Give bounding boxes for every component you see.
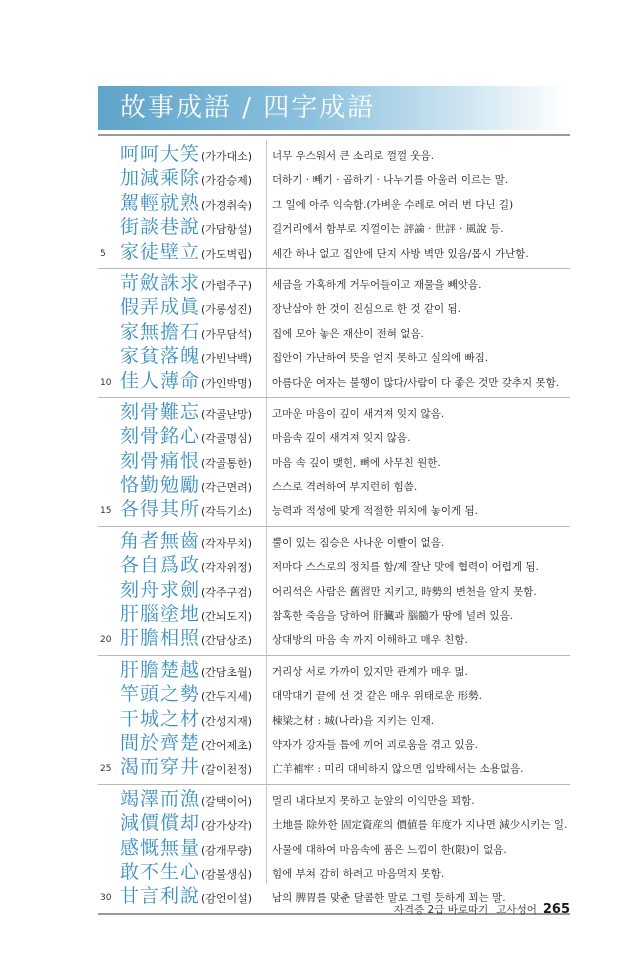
idiom-meaning: 그 일에 아주 익숙함.(가벼운 수레로 여러 번 다닌 길)	[272, 198, 514, 211]
idiom-hanja	[120, 707, 252, 734]
idiom-row	[98, 627, 570, 651]
idiom-characters: 呵呵大笑	[120, 143, 201, 165]
line-number: 10	[100, 377, 112, 388]
idiom-row	[98, 192, 570, 216]
idiom-characters: 各得其所	[120, 498, 201, 521]
idiom-row	[98, 708, 570, 732]
idiom-characters: 家徒壁立	[120, 240, 201, 263]
idiom-meaning: 고마운 마음이 깊이 새겨져 잊지 않음.	[272, 407, 445, 420]
idiom-row	[98, 321, 570, 345]
idiom-characters: 刻骨銘心	[120, 425, 201, 448]
idiom-characters: 甘言利說	[120, 885, 201, 908]
idiom-characters: 減價償却	[120, 812, 201, 835]
idiom-meaning: 土地를 除外한 固定資産의 價値를 年度가 지나면 減少시키는 일.	[272, 819, 568, 832]
idiom-hanja	[120, 836, 252, 863]
idiom-hanja	[120, 424, 252, 451]
idiom-row	[98, 554, 570, 578]
idiom-meaning: 세간 하나 없고 집안에 단지 사방 벽만 있음/몹시 가난함.	[272, 247, 529, 260]
idiom-reading: (갈택이어)	[201, 794, 253, 808]
idiom-hanja	[120, 271, 252, 298]
idiom-reading: (가무담석)	[201, 327, 253, 341]
idiom-row	[98, 241, 570, 265]
idiom-reading: (감개무량)	[201, 843, 253, 857]
idiom-hanja	[120, 166, 252, 193]
idiom-row	[98, 812, 570, 836]
idiom-hanja	[120, 344, 252, 371]
idiom-characters: 干城之材	[120, 707, 201, 730]
idiom-characters: 街談巷說	[120, 216, 201, 239]
idiom-meaning: 세금을 가혹하게 거두어들이고 재물을 빼앗음.	[272, 278, 482, 291]
line-number: 15	[100, 506, 112, 517]
idiom-reading: (간어제초)	[201, 738, 253, 752]
idiom-reading: (각자위정)	[201, 561, 253, 575]
idiom-hanja	[120, 658, 252, 685]
idiom-characters: 敢不生心	[120, 860, 201, 883]
footer-section: 고사성어	[496, 904, 537, 916]
idiom-reading: (가롱성진)	[201, 303, 253, 317]
idiom-row	[98, 498, 570, 522]
idiom-hanja	[120, 860, 252, 887]
idiom-reading: (감불생심)	[201, 867, 253, 881]
idiom-meaning: 아름다운 여자는 불행이 많다/사람이 다 좋은 것만 갖추지 못함.	[272, 376, 560, 389]
idiom-meaning: 집에 모아 놓은 재산이 전혀 없음.	[272, 327, 424, 340]
idiom-meaning: 어리석은 사람은 舊習만 지키고, 時勢의 변천을 알지 못함.	[272, 585, 537, 598]
idiom-group	[98, 656, 570, 785]
idiom-reading: (각주구검)	[201, 585, 253, 599]
idiom-row	[98, 530, 570, 554]
idiom-reading: (간뇌도지)	[201, 610, 253, 624]
idiom-row	[98, 579, 570, 603]
idiom-characters: 家貧落魄	[120, 345, 201, 368]
idiom-group	[98, 398, 570, 527]
line-number: 5	[100, 248, 106, 259]
idiom-hanja	[120, 473, 252, 500]
idiom-meaning: 집안이 가난하여 뜻을 얻지 못하고 실의에 빠짐.	[272, 352, 489, 365]
idiom-reading: (갈이천정)	[201, 763, 253, 777]
idiom-hanja	[120, 191, 252, 218]
line-number: 25	[100, 764, 112, 775]
idiom-row	[98, 216, 570, 240]
idiom-reading: (감가상각)	[201, 819, 253, 833]
idiom-characters: 刻骨痛恨	[120, 449, 201, 472]
idiom-reading: (간두지세)	[201, 690, 253, 704]
idiom-row	[98, 167, 570, 191]
idiom-row	[98, 756, 570, 780]
idiom-meaning: 멀리 내다보지 못하고 눈앞의 이익만을 꾀함.	[272, 794, 475, 807]
idiom-hanja	[120, 811, 252, 838]
idiom-characters: 佳人薄命	[120, 369, 201, 392]
idiom-reading: (각근면려)	[201, 481, 253, 495]
idiom-group	[98, 269, 570, 398]
idiom-hanja	[120, 400, 252, 427]
idiom-row	[98, 401, 570, 425]
idiom-hanja	[120, 731, 252, 758]
idiom-characters: 肝膽楚越	[120, 658, 201, 681]
idiom-hanja	[120, 497, 252, 524]
idiom-hanja	[120, 295, 252, 322]
idiom-characters: 竿頭之勢	[120, 683, 201, 706]
idiom-reading: (가가대소)	[201, 150, 253, 163]
idiom-reading: (가인박명)	[201, 376, 253, 390]
idiom-reading: (각골난망)	[201, 407, 253, 421]
idiom-meaning: 거리상 서로 가까이 있지만 관계가 매우 멂.	[272, 665, 468, 678]
page-number: 265	[542, 902, 570, 917]
idiom-hanja	[120, 215, 252, 242]
idiom-meaning: 너무 우스워서 큰 소리로 껄껄 웃음.	[272, 150, 435, 162]
idiom-characters: 假弄成眞	[120, 296, 201, 319]
idiom-row	[98, 861, 570, 885]
idiom-row	[98, 370, 570, 394]
idiom-reading: (각득기소)	[201, 505, 253, 519]
idiom-characters: 肝膽相照	[120, 627, 201, 650]
idiom-reading: (각자무치)	[201, 536, 253, 550]
idiom-group	[98, 785, 570, 915]
idiom-characters: 家無擔石	[120, 320, 201, 343]
page-title: 故事成語 / 四字成語	[120, 93, 376, 123]
idiom-characters: 刻骨難忘	[120, 400, 201, 423]
idiom-row	[98, 345, 570, 369]
footer-book-title: 자격증 2급 바로따기	[393, 904, 489, 916]
idiom-characters: 苛斂誅求	[120, 271, 201, 294]
idiom-characters: 間於齊楚	[120, 731, 201, 754]
idiom-hanja	[120, 320, 252, 347]
idiom-row	[98, 143, 570, 167]
idiom-hanja	[120, 884, 252, 911]
idiom-meaning: 대막대기 끝에 선 것 같은 매우 위태로운 形勢.	[272, 690, 482, 703]
idiom-characters: 各自爲政	[120, 554, 201, 577]
idiom-meaning: 길거리에서 함부로 지껄이는 評論 · 世評 · 風說 등.	[272, 223, 504, 236]
idiom-hanja	[120, 578, 252, 605]
idiom-row	[98, 659, 570, 683]
idiom-reading: (가담항설)	[201, 223, 253, 237]
idiom-characters: 加減乘除	[120, 167, 201, 190]
idiom-meaning: 마음 속 깊이 맺힌, 뼈에 사무친 원한.	[272, 456, 441, 469]
idiom-meaning: 마음속 깊이 새겨져 잊지 않음.	[272, 432, 411, 445]
idiom-characters: 角者無齒	[120, 529, 201, 552]
idiom-meaning: 힘에 부쳐 감히 하려고 마음먹지 못함.	[272, 867, 445, 880]
idiom-row	[98, 603, 570, 627]
idiom-group	[98, 140, 570, 269]
idiom-meaning: 뿔이 있는 짐승은 사나운 이빨이 없음.	[272, 536, 445, 549]
title-rule	[98, 134, 570, 136]
idiom-reading: (가도벽립)	[201, 247, 253, 261]
idiom-characters: 感慨無量	[120, 836, 201, 859]
idiom-row	[98, 732, 570, 756]
title-banner	[98, 86, 568, 130]
idiom-list	[98, 140, 570, 915]
idiom-meaning: 사물에 대하여 마음속에 품은 느낌이 한(限)이 없음.	[272, 843, 507, 856]
idiom-meaning: 상대방의 마음 속 까지 이해하고 매우 친함.	[272, 634, 468, 647]
idiom-reading: (가경취숙)	[201, 198, 253, 212]
idiom-row	[98, 788, 570, 812]
idiom-characters: 刻舟求劍	[120, 578, 201, 601]
idiom-reading: (각골명심)	[201, 432, 253, 446]
idiom-hanja	[120, 449, 252, 476]
idiom-reading: (간담초월)	[201, 665, 253, 679]
idiom-reading: (감언이설)	[201, 892, 253, 906]
idiom-reading: (가빈낙백)	[201, 352, 253, 366]
idiom-meaning: 저마다 스스로의 정치를 함/제 잘난 맛에 협력이 어렵게 됨.	[272, 561, 539, 574]
idiom-row	[98, 272, 570, 296]
idiom-meaning: 참혹한 죽음을 당하여 肝臟과 腦髓가 땅에 널려 있음.	[272, 610, 514, 623]
idiom-characters: 竭澤而漁	[120, 787, 201, 810]
idiom-meaning: 亡羊補牢 : 미리 대비하지 않으면 임박해서는 소용없음.	[272, 763, 524, 776]
idiom-row	[98, 296, 570, 320]
idiom-row	[98, 837, 570, 861]
idiom-characters: 恪勤勉勵	[120, 474, 201, 497]
idiom-meaning: 스스로 격려하여 부지런히 힘씀.	[272, 481, 418, 494]
idiom-hanja	[120, 240, 252, 267]
idiom-meaning: 장난삼아 한 것이 진심으로 한 것 같이 됨.	[272, 303, 461, 316]
idiom-row	[98, 474, 570, 498]
idiom-reading: (가렴주구)	[201, 278, 253, 292]
idiom-meaning: 더하기 · 빼기 · 곱하기 · 나누기를 아울러 이르는 말.	[272, 174, 509, 187]
idiom-characters: 肝腦塗地	[120, 603, 201, 626]
idiom-hanja	[120, 602, 252, 629]
idiom-hanja	[120, 553, 252, 580]
idiom-meaning: 능력과 적성에 맞게 적절한 위치에 놓이게 됨.	[272, 505, 478, 518]
idiom-reading: (각골통한)	[201, 456, 253, 470]
idiom-row	[98, 450, 570, 474]
page-footer	[394, 902, 570, 917]
idiom-hanja	[120, 787, 252, 814]
idiom-characters: 渴而穿井	[120, 756, 201, 779]
idiom-hanja	[120, 529, 252, 556]
idiom-row	[98, 683, 570, 707]
idiom-reading: (간성지재)	[201, 714, 253, 728]
idiom-hanja	[120, 142, 252, 169]
idiom-reading: (가감승제)	[201, 174, 253, 188]
idiom-hanja	[120, 626, 252, 653]
idiom-group	[98, 527, 570, 656]
idiom-meaning: 棟梁之材 : 城(나라)을 지키는 인재.	[272, 714, 435, 727]
idiom-meaning: 남의 脾胃를 맞춘 달콤한 말로 그럴 듯하게 꾀는 말.	[272, 892, 506, 905]
idiom-meaning: 약자가 강자들 틈에 끼어 괴로움을 겪고 있음.	[272, 738, 478, 751]
line-number: 30	[100, 893, 112, 904]
idiom-row	[98, 425, 570, 449]
idiom-hanja	[120, 369, 252, 396]
line-number: 20	[100, 635, 112, 646]
idiom-hanja	[120, 682, 252, 709]
idiom-characters: 駕輕就熟	[120, 191, 201, 214]
idiom-reading: (간담상조)	[201, 634, 253, 648]
idiom-hanja	[120, 755, 252, 782]
